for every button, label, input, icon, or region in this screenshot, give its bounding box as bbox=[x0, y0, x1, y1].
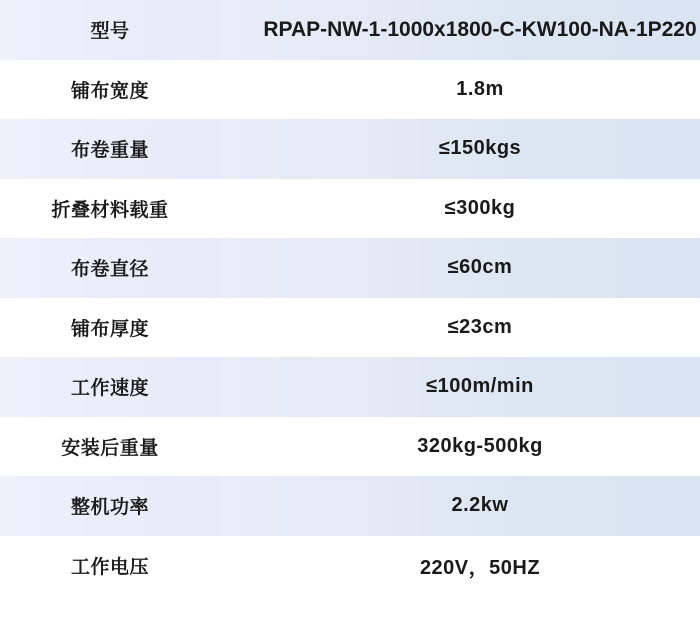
spec-value: 320kg-500kg bbox=[220, 417, 700, 477]
spec-value: ≤300kg bbox=[220, 179, 700, 239]
table-row bbox=[0, 417, 700, 477]
spec-value: 1.8m bbox=[220, 60, 700, 120]
table-row bbox=[0, 476, 700, 536]
spec-label: 安装后重量 bbox=[0, 417, 220, 477]
spec-label: 布卷重量 bbox=[0, 119, 220, 179]
table-row bbox=[0, 298, 700, 358]
table-row bbox=[0, 60, 700, 120]
spec-label: 铺布厚度 bbox=[0, 298, 220, 358]
spec-value: ≤100m/min bbox=[220, 357, 700, 417]
spec-label: 工作速度 bbox=[0, 357, 220, 417]
spec-label: 折叠材料载重 bbox=[0, 179, 220, 239]
spec-value: 220V，50HZ bbox=[220, 536, 700, 596]
table-row bbox=[0, 357, 700, 417]
spec-value: ≤150kgs bbox=[220, 119, 700, 179]
spec-value: ≤60cm bbox=[220, 238, 700, 298]
table-row bbox=[0, 179, 700, 239]
spec-value: RPAP-NW-1-1000x1800-C-KW100-NA-1P220 bbox=[220, 0, 700, 60]
table-row bbox=[0, 0, 700, 60]
spec-label: 工作电压 bbox=[0, 536, 220, 596]
table-row bbox=[0, 536, 700, 596]
table-row bbox=[0, 119, 700, 179]
spec-value: ≤23cm bbox=[220, 298, 700, 358]
spec-label: 布卷直径 bbox=[0, 238, 220, 298]
table-row bbox=[0, 238, 700, 298]
spec-label: 铺布宽度 bbox=[0, 60, 220, 120]
spec-label: 型号 bbox=[0, 0, 220, 60]
spec-label: 整机功率 bbox=[0, 476, 220, 536]
spec-value: 2.2kw bbox=[220, 476, 700, 536]
